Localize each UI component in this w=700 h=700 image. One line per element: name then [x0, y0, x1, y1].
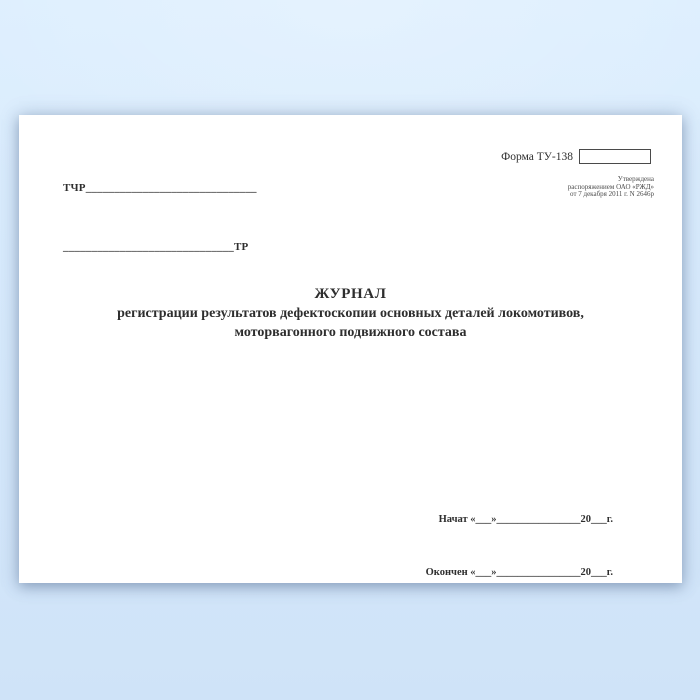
- approval-note: [568, 176, 654, 199]
- approval-line: распоряжением ОАО «РЖД»: [567, 182, 654, 191]
- document-subtitle-line2: моторвагонного подвижного состава: [234, 325, 467, 340]
- approval-line: Утверждена: [617, 175, 654, 183]
- finished-date-line: Окончен «___»________________20___г.: [425, 567, 613, 578]
- depot-header-block: [63, 148, 257, 287]
- document-title-block: [19, 285, 682, 342]
- document-subtitle-line1: регистрации результатов дефектоскопии основных деталей локомотивов,: [117, 306, 584, 321]
- approval-line: от 7 декабря 2011 г. N 2646р: [570, 190, 654, 198]
- started-date-line: Начат «___»________________20___г.: [438, 514, 613, 525]
- journal-cover-page: [19, 115, 682, 583]
- depot-fill-line: ТЧР______________________________: [63, 182, 257, 194]
- document-title: ЖУРНАЛ: [314, 286, 387, 302]
- journal-dates-block: [426, 485, 613, 608]
- form-number-box: [579, 149, 651, 164]
- repair-fill-line: ______________________________ТР: [63, 241, 249, 253]
- form-number-row: [501, 149, 651, 164]
- form-number-label: Форма ТУ-138: [501, 150, 573, 163]
